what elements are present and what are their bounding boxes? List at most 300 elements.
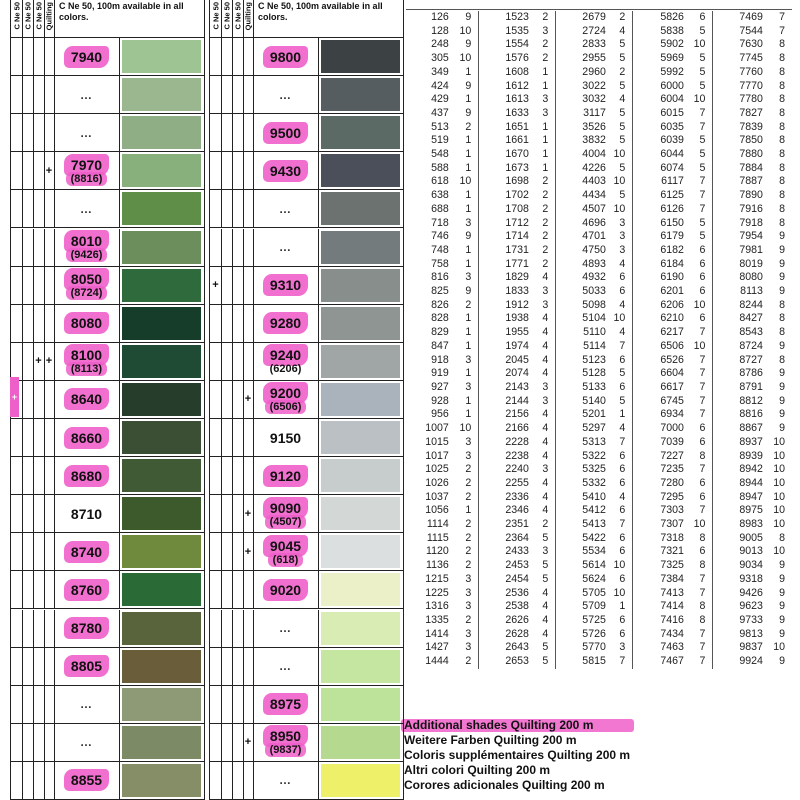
box-number: 9 xyxy=(779,380,785,393)
shade-code-cell xyxy=(253,686,319,723)
plus-mark xyxy=(221,724,232,761)
shade-number: 1613 xyxy=(479,93,533,107)
table-row xyxy=(406,436,792,450)
shade-number: 305 xyxy=(431,52,449,65)
box-number: 9 xyxy=(779,243,785,256)
box-number: 8 xyxy=(779,175,785,188)
shade-number: 7384 xyxy=(633,573,688,587)
plus-mark xyxy=(210,114,221,151)
shade-number: 2346 xyxy=(479,504,533,518)
box-number: 2 xyxy=(542,189,549,202)
plus-mark: + xyxy=(244,393,252,406)
shade-number: 5098 xyxy=(556,299,610,313)
box-number: 9 xyxy=(779,271,785,284)
shade-number: 7463 xyxy=(633,641,688,655)
box-number: 1 xyxy=(465,394,472,407)
box-number: 2 xyxy=(542,52,549,65)
plus-mark xyxy=(11,533,22,570)
shade-alt-code: (6206) xyxy=(269,363,302,376)
shade-row xyxy=(210,152,403,190)
box-number: 6 xyxy=(699,490,706,503)
shade-number: 8727 xyxy=(713,354,767,368)
shade-number: 9013 xyxy=(713,545,767,559)
table-row xyxy=(406,450,792,464)
shade-number: 825 xyxy=(431,285,449,298)
shade-number: 6125 xyxy=(633,189,688,203)
shade-row xyxy=(11,76,204,114)
plus-mark xyxy=(232,495,243,532)
table-row xyxy=(406,504,792,518)
shade-row xyxy=(210,114,403,152)
table-row xyxy=(406,600,792,614)
shade-number: 5725 xyxy=(556,614,610,628)
shade-number: 8724 xyxy=(713,340,767,354)
box-number: 9 xyxy=(779,367,785,380)
box-number: 8 xyxy=(779,216,785,229)
shade-code-cell xyxy=(54,495,120,532)
shade-code: … xyxy=(279,240,292,255)
box-number: 5 xyxy=(699,79,706,92)
table-row xyxy=(406,189,792,203)
box-number: 8 xyxy=(699,613,706,626)
shade-number: 2724 xyxy=(556,25,610,39)
box-number: 3 xyxy=(619,230,626,243)
shade-number: 1335 xyxy=(425,613,449,626)
box-number: 9 xyxy=(779,230,785,243)
shade-code-cell xyxy=(54,343,120,380)
box-number: 4 xyxy=(542,490,549,503)
color-swatch xyxy=(321,154,400,187)
plus-mark xyxy=(44,229,54,266)
box-number: 6 xyxy=(699,11,706,23)
plus-mark xyxy=(232,648,243,685)
shade-row xyxy=(11,343,204,381)
plus-mark xyxy=(44,648,54,685)
box-number: 10 xyxy=(693,518,706,531)
shade-code-cell xyxy=(54,724,120,761)
footnote-en: Additional shades Quilting 200 m xyxy=(404,718,630,733)
shade-code-cell xyxy=(54,648,120,685)
plus-mark xyxy=(210,610,221,647)
color-swatch xyxy=(321,612,400,645)
color-swatch xyxy=(122,383,201,416)
box-number: 3 xyxy=(542,463,549,476)
shade-number: 424 xyxy=(431,79,449,92)
box-number: 4 xyxy=(542,367,549,380)
shade-number: 6201 xyxy=(633,285,688,299)
box-number: 4 xyxy=(542,613,549,626)
shade-code: 9240 xyxy=(269,347,302,364)
box-number: 8 xyxy=(699,531,706,544)
shade-code: … xyxy=(80,697,93,712)
shade-number: 956 xyxy=(431,408,449,421)
shade-number: 3022 xyxy=(556,80,610,94)
plus-mark xyxy=(33,229,44,266)
header-cne50-2: C Ne 50 xyxy=(222,2,231,30)
box-number: 8 xyxy=(699,559,706,572)
shade-number: 5705 xyxy=(556,587,610,601)
box-number: 3 xyxy=(542,285,549,298)
shade-code: 9120 xyxy=(269,467,302,484)
shade-number: 2454 xyxy=(479,573,533,587)
shade-number: 1007 xyxy=(425,422,449,435)
box-number: 2 xyxy=(619,65,626,78)
shade-number: 1115 xyxy=(426,531,449,544)
box-number: 5 xyxy=(699,24,706,37)
shade-number: 8944 xyxy=(713,477,767,491)
plus-mark xyxy=(232,686,243,723)
shade-code: 7940 xyxy=(70,48,103,65)
box-number: 3 xyxy=(465,435,472,448)
box-number: 2 xyxy=(465,490,472,503)
box-number: 5 xyxy=(619,106,626,119)
color-swatch xyxy=(321,688,400,721)
box-number: 2 xyxy=(465,559,472,572)
shade-number: 8113 xyxy=(713,285,767,299)
shade-number: 5614 xyxy=(556,559,610,573)
shade-number: 5902 xyxy=(633,38,688,52)
plus-mark xyxy=(22,724,33,761)
plus-mark xyxy=(210,305,221,342)
box-number: 1 xyxy=(542,134,549,147)
box-number: 10 xyxy=(459,52,472,65)
box-number: 4 xyxy=(542,504,549,517)
shade-row xyxy=(210,419,403,457)
box-number: 1 xyxy=(619,408,626,421)
plus-mark xyxy=(243,610,253,647)
shade-number: 8812 xyxy=(713,395,767,409)
box-number: 10 xyxy=(693,93,706,106)
plus-mark xyxy=(221,38,232,75)
shade-number: 2536 xyxy=(479,587,533,601)
shade-number: 1702 xyxy=(479,189,533,203)
plus-mark xyxy=(33,152,44,189)
box-number: 1 xyxy=(465,65,472,78)
plus-mark xyxy=(44,457,54,494)
box-number: 6 xyxy=(699,422,706,435)
shade-number: 9318 xyxy=(713,573,767,587)
box-number: 6 xyxy=(619,463,626,476)
box-number: 2 xyxy=(465,655,472,668)
shade-number: 3117 xyxy=(556,107,610,121)
plus-mark: + xyxy=(244,736,252,749)
plus-mark xyxy=(210,229,221,266)
table-row xyxy=(406,271,792,285)
color-swatch xyxy=(122,497,201,530)
box-number: 10 xyxy=(693,298,706,311)
shade-number: 8975 xyxy=(713,504,767,518)
box-number: 8 xyxy=(779,134,785,147)
plus-mark xyxy=(221,381,232,418)
box-number: 4 xyxy=(619,298,626,311)
shade-number: 5322 xyxy=(556,450,610,464)
box-number: 9 xyxy=(779,394,785,407)
table-row xyxy=(406,587,792,601)
box-number: 4 xyxy=(542,353,549,366)
color-swatch xyxy=(122,40,201,73)
shade-number: 9924 xyxy=(713,655,767,669)
shade-code: 8010 xyxy=(70,233,103,250)
box-number: 4 xyxy=(542,627,549,640)
shade-number: 5815 xyxy=(556,655,610,669)
plus-mark: + xyxy=(212,279,219,292)
box-number: 5 xyxy=(619,38,626,51)
plus-mark xyxy=(210,76,221,113)
box-number: 3 xyxy=(465,216,472,229)
shade-number: 1974 xyxy=(479,340,533,354)
box-number: 2 xyxy=(542,38,549,51)
table-row xyxy=(406,80,792,94)
plus-mark xyxy=(33,571,44,608)
plus-mark xyxy=(210,381,221,418)
box-number: 10 xyxy=(613,586,626,599)
shade-number: 918 xyxy=(431,353,449,366)
shade-number: 5624 xyxy=(556,573,610,587)
shade-number: 1670 xyxy=(479,148,533,162)
shade-number: 6126 xyxy=(633,203,688,217)
shade-code-cell xyxy=(54,533,120,570)
color-swatch xyxy=(321,192,400,225)
plus-mark xyxy=(22,648,33,685)
box-number: 9 xyxy=(779,613,785,626)
plus-mark xyxy=(11,762,22,799)
plus-mark xyxy=(243,229,253,266)
box-number: 2 xyxy=(619,11,626,23)
shade-number: 1633 xyxy=(479,107,533,121)
box-number: 2 xyxy=(542,243,549,256)
shade-number: 1698 xyxy=(479,175,533,189)
box-number: 3 xyxy=(465,600,472,613)
box-number: 8 xyxy=(779,161,785,174)
plus-mark xyxy=(22,38,33,75)
shade-number: 1576 xyxy=(479,52,533,66)
box-number: 7 xyxy=(699,106,706,119)
plus-mark xyxy=(210,190,221,227)
shade-number: 2351 xyxy=(479,518,533,532)
footnote-it: Altri colori Quilting 200 m xyxy=(404,763,551,777)
plus-mark xyxy=(210,648,221,685)
box-number: 9 xyxy=(779,572,785,585)
shade-number: 8942 xyxy=(713,463,767,477)
plus-mark xyxy=(221,267,232,304)
shade-number: 8244 xyxy=(713,299,767,313)
left-panel-header xyxy=(11,0,204,38)
shade-alt-code: (8816) xyxy=(70,172,103,185)
shade-code-cell xyxy=(54,267,120,304)
shade-number: 8786 xyxy=(713,367,767,381)
color-swatch xyxy=(122,726,201,759)
table-row xyxy=(406,614,792,628)
table-row xyxy=(406,25,792,39)
box-number: 1 xyxy=(465,243,472,256)
box-number: 4 xyxy=(542,271,549,284)
shade-number: 5201 xyxy=(556,408,610,422)
shade-row xyxy=(210,343,403,381)
box-number: 7 xyxy=(699,586,706,599)
box-number: 5 xyxy=(619,79,626,92)
shade-number: 5709 xyxy=(556,600,610,614)
plus-mark xyxy=(243,267,253,304)
box-number: 5 xyxy=(619,189,626,202)
plus-mark xyxy=(221,419,232,456)
plus-mark xyxy=(44,381,54,418)
header-cne50-1: C Ne 50 xyxy=(12,2,21,30)
shade-number: 6004 xyxy=(633,93,688,107)
box-number: 4 xyxy=(542,586,549,599)
shade-number: 6150 xyxy=(633,217,688,231)
shade-number: 1215 xyxy=(425,572,449,585)
box-number: 4 xyxy=(542,476,549,489)
shade-number: 349 xyxy=(431,65,449,78)
table-row xyxy=(406,573,792,587)
box-number: 6 xyxy=(699,312,706,325)
plus-mark xyxy=(44,610,54,647)
box-number: 7 xyxy=(699,326,706,339)
box-number: 10 xyxy=(773,504,785,517)
shade-number: 1608 xyxy=(479,66,533,80)
color-swatch xyxy=(122,269,201,302)
shade-number: 7295 xyxy=(633,491,688,505)
shade-code-cell xyxy=(253,724,319,761)
box-number: 1 xyxy=(542,79,549,92)
shade-row xyxy=(11,419,204,457)
shade-number: 1731 xyxy=(479,244,533,258)
box-number: 6 xyxy=(699,257,706,270)
box-number: 4 xyxy=(542,312,549,325)
shade-number: 8867 xyxy=(713,422,767,436)
shade-code: … xyxy=(279,201,292,216)
shade-number: 1444 xyxy=(425,655,449,668)
shade-alt-code: (8724) xyxy=(70,287,103,300)
shade-number: 758 xyxy=(431,257,449,270)
plus-mark xyxy=(22,305,33,342)
shade-number: 1708 xyxy=(479,203,533,217)
shade-number: 1771 xyxy=(479,258,533,272)
shade-number: 4004 xyxy=(556,148,610,162)
shade-number: 1651 xyxy=(479,121,533,135)
box-number: 6 xyxy=(699,435,706,448)
shade-code-cell xyxy=(253,76,319,113)
color-swatch xyxy=(321,764,400,797)
shade-number: 7303 xyxy=(633,504,688,518)
shade-number: 1316 xyxy=(425,600,449,613)
color-swatch xyxy=(122,650,201,683)
plus-mark xyxy=(221,610,232,647)
plus-mark xyxy=(210,419,221,456)
plus-mark xyxy=(232,762,243,799)
plus-mark xyxy=(11,724,22,761)
shade-code: 8975 xyxy=(269,696,302,713)
plus-mark xyxy=(11,152,22,189)
box-number: 5 xyxy=(619,161,626,174)
box-number: 7 xyxy=(779,11,785,23)
plus-mark xyxy=(22,267,33,304)
table-row xyxy=(406,628,792,642)
box-number: 10 xyxy=(459,422,472,435)
box-number: 7 xyxy=(699,641,706,654)
plus-mark xyxy=(22,381,33,418)
box-number: 9 xyxy=(779,559,785,572)
shade-code: 9430 xyxy=(269,162,302,179)
shade-code: 8640 xyxy=(70,391,103,408)
shade-code-cell xyxy=(54,305,120,342)
shade-code-cell xyxy=(54,762,120,799)
shade-row xyxy=(11,495,204,533)
box-number: 6 xyxy=(699,285,706,298)
color-swatch xyxy=(321,421,400,454)
shade-row xyxy=(210,533,403,571)
plus-mark xyxy=(243,190,253,227)
shade-number: 927 xyxy=(431,380,449,393)
plus-mark xyxy=(44,38,54,75)
box-number: 10 xyxy=(613,559,626,572)
shade-number: 718 xyxy=(431,216,449,229)
table-row xyxy=(406,38,792,52)
box-number: 3 xyxy=(542,93,549,106)
box-number: 3 xyxy=(542,24,549,37)
box-number: 2 xyxy=(542,202,549,215)
plus-mark: + xyxy=(45,164,53,177)
shade-number: 7880 xyxy=(713,148,767,162)
header-title: C Ne 50, 100m available in all colors. xyxy=(258,1,383,22)
shade-number: 5133 xyxy=(556,381,610,395)
plus-mark xyxy=(33,419,44,456)
shade-row xyxy=(210,229,403,267)
shade-number: 1114 xyxy=(426,518,449,531)
plus-mark xyxy=(210,571,221,608)
shade-code: 8740 xyxy=(70,543,103,560)
plus-mark xyxy=(221,495,232,532)
shade-number: 3526 xyxy=(556,121,610,135)
shade-number: 8019 xyxy=(713,258,767,272)
shade-number: 2453 xyxy=(479,559,533,573)
box-number: 4 xyxy=(542,600,549,613)
shade-code: … xyxy=(279,621,292,636)
box-number: 9 xyxy=(779,257,785,270)
footnote-de: Weitere Farben Quilting 200 m xyxy=(404,733,577,747)
shade-code-cell xyxy=(253,419,319,456)
shade-number: 5128 xyxy=(556,367,610,381)
color-swatch xyxy=(122,688,201,721)
box-number: 2 xyxy=(465,298,472,311)
box-number: 4 xyxy=(619,422,626,435)
box-number: 10 xyxy=(459,175,472,188)
shade-number: 3832 xyxy=(556,134,610,148)
shade-code-cell xyxy=(54,38,120,75)
shade-number: 7416 xyxy=(633,614,688,628)
shade-number: 7414 xyxy=(633,600,688,614)
shade-number: 1026 xyxy=(425,476,449,489)
shade-number: 2643 xyxy=(479,641,533,655)
shade-number: 1938 xyxy=(479,312,533,326)
shade-number: 7954 xyxy=(713,230,767,244)
box-number: 4 xyxy=(619,326,626,339)
plus-mark xyxy=(232,457,243,494)
shade-number: 688 xyxy=(431,202,449,215)
box-number: 8 xyxy=(779,65,785,78)
shade-number: 1673 xyxy=(479,162,533,176)
shade-code-cell xyxy=(253,38,319,75)
box-number: 2 xyxy=(465,545,472,558)
shade-alt-code: (6506) xyxy=(269,401,302,414)
shade-number: 2960 xyxy=(556,66,610,80)
table-row xyxy=(406,93,792,107)
shade-number: 5297 xyxy=(556,422,610,436)
shade-number: 1025 xyxy=(425,463,449,476)
shade-code: 9200 xyxy=(269,385,302,402)
shade-number: 828 xyxy=(431,312,449,325)
table-row xyxy=(406,641,792,655)
